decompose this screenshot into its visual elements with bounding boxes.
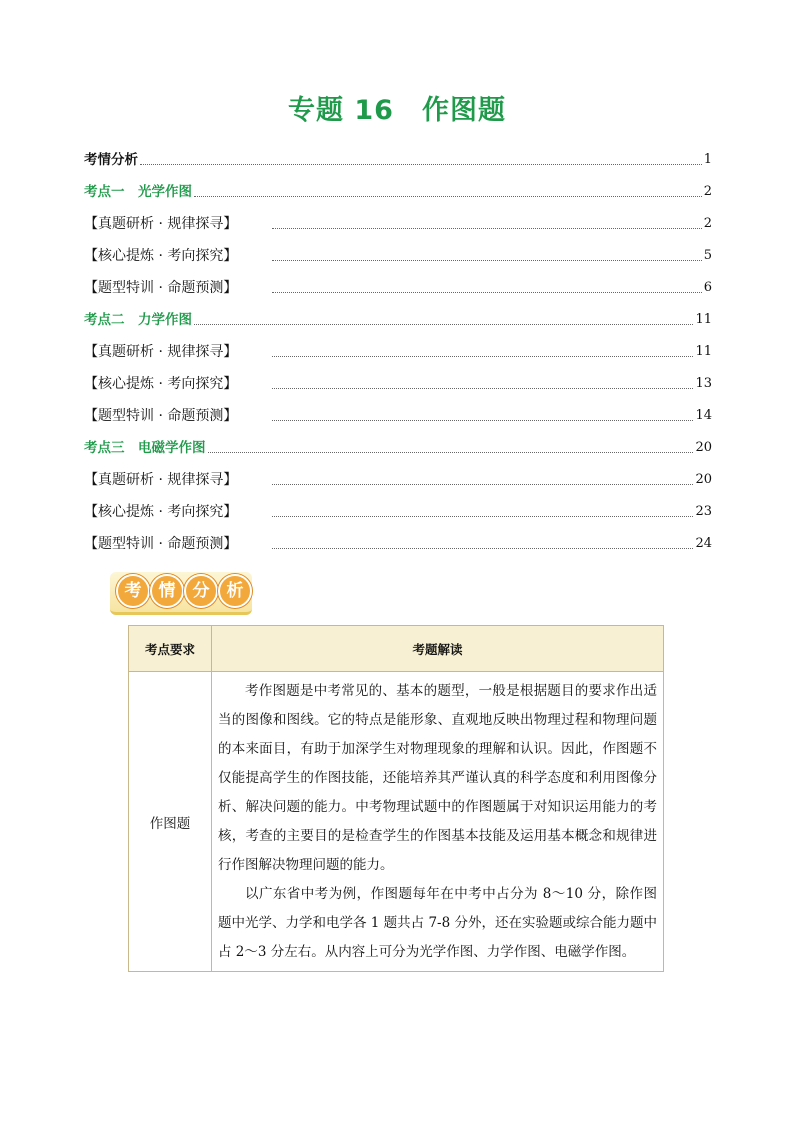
toc-entry-page: 6 <box>703 280 712 295</box>
toc-entry-page: 24 <box>695 536 712 551</box>
toc-entry-page: 2 <box>703 184 712 199</box>
section-badge <box>110 566 252 614</box>
toc-entry-page: 23 <box>695 504 712 519</box>
toc-leader-dots <box>272 419 693 421</box>
toc-entry[interactable] <box>84 266 712 298</box>
toc-leader-dots <box>208 451 694 453</box>
category-cell: 作图题 <box>129 672 212 972</box>
toc-leader-dots <box>272 259 702 261</box>
toc-entry-label: 【真题研析 · 规律探寻】 <box>84 472 238 488</box>
toc-leader-dots <box>272 291 702 293</box>
toc-entry-page: 1 <box>703 152 712 167</box>
interpretation-paragraph: 考作图题是中考常见的、基本的题型，一般是根据题目的要求作出适当的图像和图线。它的特点是能形象、直观地反映出物理过程和物理问题的本来面目，有助于加深学生对物理现象的理解和认识。因此，作图题不仅能提高学生的作图技能，还能培养其严谨认真的科学态度和利用图像分析、解决问题的能力。中考物理试题中的作图题属于对知识运用能力的考核，考查的主要目的是检查学生的作图基本技能及运用基本概念和规律进行作图解决物理问题的能力。 <box>218 683 657 873</box>
toc-leader-dots <box>272 515 693 517</box>
toc-leader-dots <box>194 195 702 197</box>
toc-entry-label: 考点三 电磁学作图 <box>84 440 206 456</box>
badge-char: 分 <box>184 574 218 608</box>
toc-entry-label: 考情分析 <box>84 152 138 168</box>
badge-char: 考 <box>116 574 150 608</box>
toc-entry-label: 考点二 力学作图 <box>84 312 192 328</box>
interpretation-paragraph: 以广东省中考为例，作图题每年在中考中占分为 8～10 分，除作图题中光学、力学和电学各 1 题共占 7-8 分外，还在实验题或综合能力题中占 2～3 分左右。从内容上可分为光学作图、力学作图、电磁学作图。 <box>218 886 657 960</box>
toc-entry-label: 【核心提炼 · 考向探究】 <box>84 504 238 520</box>
toc-leader-dots <box>140 163 702 165</box>
analysis-table <box>128 625 664 972</box>
toc-leader-dots <box>194 323 693 325</box>
toc-entry-label: 【题型特训 · 命题预测】 <box>84 408 238 424</box>
toc-entry[interactable] <box>84 522 712 554</box>
toc-leader-dots <box>272 355 693 357</box>
toc-entry[interactable] <box>84 202 712 234</box>
table-row <box>129 672 664 972</box>
table-of-contents <box>84 138 712 554</box>
toc-entry[interactable] <box>84 234 712 266</box>
interpretation-cell <box>212 672 664 972</box>
table-header-row <box>129 626 664 672</box>
toc-entry-page: 14 <box>695 408 712 423</box>
toc-entry[interactable] <box>84 458 712 490</box>
toc-entry-label: 【核心提炼 · 考向探究】 <box>84 248 238 264</box>
toc-entry[interactable] <box>84 298 712 330</box>
toc-entry[interactable] <box>84 330 712 362</box>
toc-entry-page: 11 <box>695 344 712 359</box>
toc-leader-dots <box>272 387 693 389</box>
toc-leader-dots <box>272 227 702 229</box>
toc-entry[interactable] <box>84 362 712 394</box>
toc-entry-page: 2 <box>703 216 712 231</box>
toc-entry-page: 20 <box>695 440 712 455</box>
table-header-cell: 考点要求 <box>129 626 212 672</box>
page-title: 专题 16 作图题 <box>288 95 506 126</box>
toc-entry-page: 5 <box>703 248 712 263</box>
toc-entry-label: 【核心提炼 · 考向探究】 <box>84 376 238 392</box>
toc-entry[interactable] <box>84 426 712 458</box>
toc-entry-label: 【真题研析 · 规律探寻】 <box>84 216 238 232</box>
toc-entry-label: 【真题研析 · 规律探寻】 <box>84 344 238 360</box>
toc-entry[interactable] <box>84 394 712 426</box>
badge-char: 析 <box>218 574 252 608</box>
toc-entry-page: 13 <box>695 376 712 391</box>
toc-entry[interactable] <box>84 490 712 522</box>
toc-entry-page: 20 <box>695 472 712 487</box>
toc-entry-label: 【题型特训 · 命题预测】 <box>84 536 238 552</box>
toc-entry[interactable] <box>84 170 712 202</box>
toc-entry-label: 考点一 光学作图 <box>84 184 192 200</box>
toc-leader-dots <box>272 483 693 485</box>
toc-entry[interactable] <box>84 138 712 170</box>
toc-entry-page: 11 <box>695 312 712 327</box>
toc-leader-dots <box>272 547 693 549</box>
badge-char: 情 <box>150 574 184 608</box>
toc-entry-label: 【题型特训 · 命题预测】 <box>84 280 238 296</box>
table-header-cell: 考题解读 <box>212 626 664 672</box>
